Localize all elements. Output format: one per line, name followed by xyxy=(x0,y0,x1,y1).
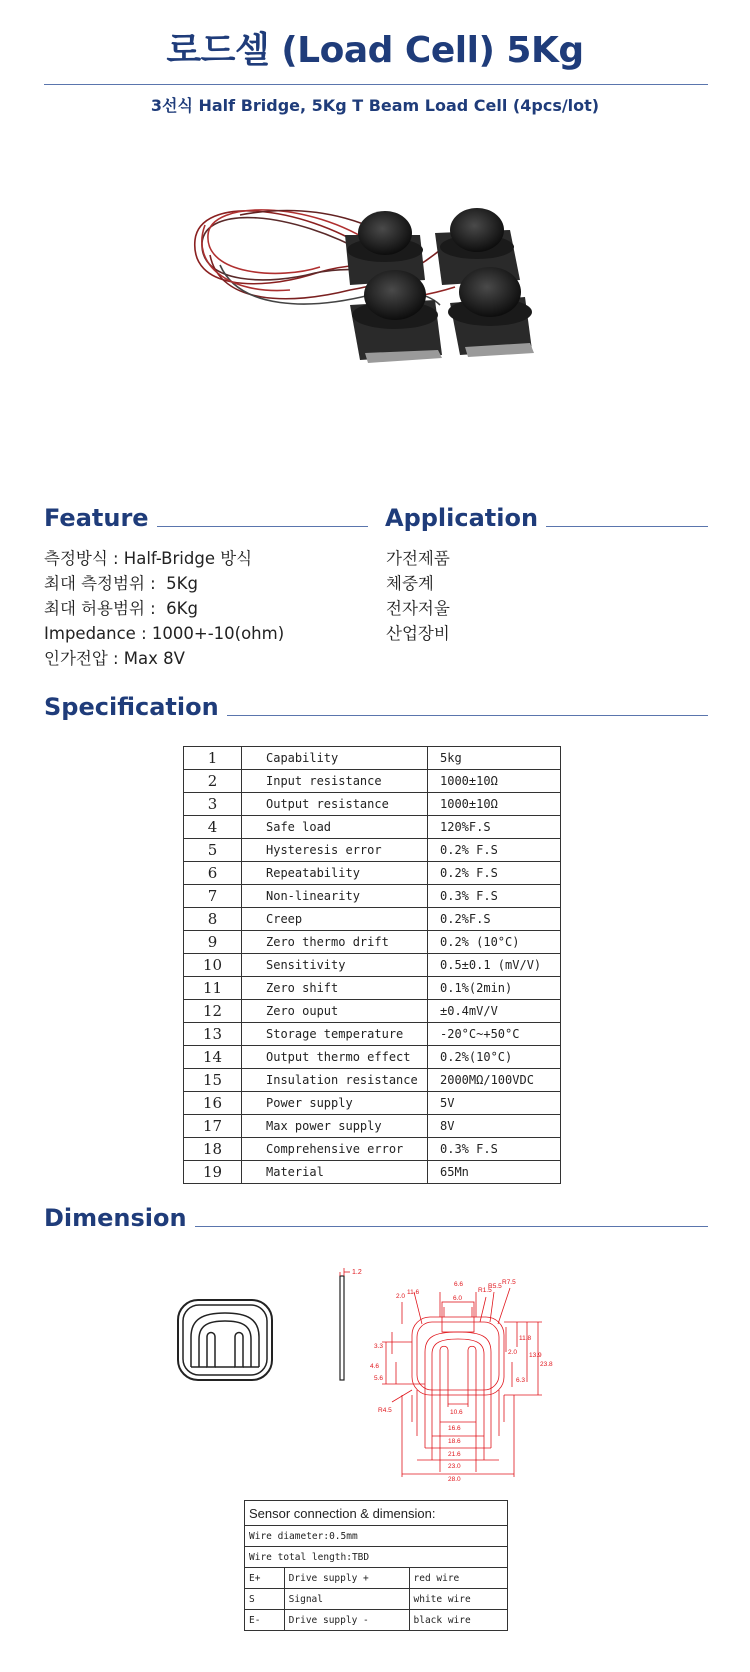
dim-label: 16.6 xyxy=(448,1425,461,1432)
specification-heading: Specification xyxy=(44,693,227,721)
dim-label: R1.5 xyxy=(478,1287,492,1294)
application-line: 전자저울 xyxy=(386,599,450,618)
spec-number: 17 xyxy=(184,1115,242,1138)
dim-label: 3.3 xyxy=(374,1343,384,1350)
dim-label: 11.8 xyxy=(519,1335,532,1342)
spec-name: Repeatability xyxy=(242,862,428,885)
product-photo xyxy=(180,195,580,385)
spec-row xyxy=(184,839,561,862)
dim-label: R7.5 xyxy=(502,1279,516,1286)
spec-number: 10 xyxy=(184,954,242,977)
spec-value: 0.2%F.S xyxy=(428,908,561,931)
spec-number: 1 xyxy=(184,747,242,770)
dim-label: 23.8 xyxy=(540,1361,553,1368)
spec-number: 5 xyxy=(184,839,242,862)
dim-label: 23.0 xyxy=(448,1463,461,1470)
connection-title: Sensor connection & dimension: xyxy=(245,1501,508,1526)
application-line: 체중계 xyxy=(386,574,434,593)
spec-name: Zero ouput xyxy=(242,1000,428,1023)
spec-value: 0.3% F.S xyxy=(428,1138,561,1161)
dim-label: 5.6 xyxy=(374,1375,384,1382)
connection-desc: Drive supply + xyxy=(284,1568,409,1589)
specification-rule xyxy=(185,715,708,716)
connection-pin: E- xyxy=(245,1610,285,1631)
spec-number: 13 xyxy=(184,1023,242,1046)
spec-value: 65Mn xyxy=(428,1161,561,1184)
spec-row xyxy=(184,1069,561,1092)
feature-line: Impedance : 1000+-10(ohm) xyxy=(44,624,285,643)
feature-line: 인가전압 : Max 8V xyxy=(44,649,185,668)
connection-pin: S xyxy=(245,1589,285,1610)
feature-line: 측정방식 : Half-Bridge 방식 xyxy=(44,549,253,568)
spec-row xyxy=(184,1115,561,1138)
page-subtitle: 3선식 Half Bridge, 5Kg T Beam Load Cell (4pcs/lot) xyxy=(150,96,600,115)
spec-row xyxy=(184,1046,561,1069)
dim-label: R4.5 xyxy=(378,1407,392,1414)
dimension-heading: Dimension xyxy=(44,1204,195,1232)
spec-table xyxy=(183,746,561,1184)
spec-name: Hysteresis error xyxy=(242,839,428,862)
spec-number: 7 xyxy=(184,885,242,908)
spec-row xyxy=(184,885,561,908)
spec-value: ±0.4mV/V xyxy=(428,1000,561,1023)
connection-wire: black wire xyxy=(409,1610,507,1631)
spec-number: 18 xyxy=(184,1138,242,1161)
spec-name: Zero thermo drift xyxy=(242,931,428,954)
spec-name: Sensitivity xyxy=(242,954,428,977)
dim-label: 21.6 xyxy=(448,1451,461,1458)
dim-label: 4.6 xyxy=(370,1363,380,1370)
connection-desc: Drive supply - xyxy=(284,1610,409,1631)
spec-name: Output thermo effect xyxy=(242,1046,428,1069)
spec-row xyxy=(184,770,561,793)
spec-row xyxy=(184,793,561,816)
spec-value: 0.2%(10°C) xyxy=(428,1046,561,1069)
application-list xyxy=(386,546,450,646)
spec-value: 1000±10Ω xyxy=(428,793,561,816)
spec-number: 12 xyxy=(184,1000,242,1023)
dim-label: 6.3 xyxy=(516,1377,526,1384)
spec-name: Output resistance xyxy=(242,793,428,816)
page-title: 로드셀 (Load Cell) 5Kg xyxy=(166,30,584,71)
spec-row xyxy=(184,908,561,931)
feature-line: 최대 허용범위 : 6Kg xyxy=(44,599,198,618)
spec-row xyxy=(184,931,561,954)
spec-name: Comprehensive error xyxy=(242,1138,428,1161)
connection-row xyxy=(245,1568,508,1589)
spec-row xyxy=(184,977,561,1000)
spec-number: 4 xyxy=(184,816,242,839)
spec-number: 9 xyxy=(184,931,242,954)
connection-wire: white wire xyxy=(409,1589,507,1610)
spec-number: 3 xyxy=(184,793,242,816)
spec-name: Creep xyxy=(242,908,428,931)
spec-number: 11 xyxy=(184,977,242,1000)
spec-number: 16 xyxy=(184,1092,242,1115)
application-line: 가전제품 xyxy=(386,549,450,568)
spec-value: 0.2% (10°C) xyxy=(428,931,561,954)
spec-row xyxy=(184,862,561,885)
spec-row xyxy=(184,1161,561,1184)
spec-value: 5V xyxy=(428,1092,561,1115)
spec-value: -20°C~+50°C xyxy=(428,1023,561,1046)
dim-label: 18.6 xyxy=(448,1438,461,1445)
dimension-rule xyxy=(165,1226,708,1227)
dim-label: 6.0 xyxy=(453,1295,463,1302)
dim-label: 2.0 xyxy=(396,1293,406,1300)
spec-number: 14 xyxy=(184,1046,242,1069)
spec-name: Material xyxy=(242,1161,428,1184)
spec-name: Insulation resistance xyxy=(242,1069,428,1092)
spec-number: 6 xyxy=(184,862,242,885)
spec-name: Max power supply xyxy=(242,1115,428,1138)
feature-list xyxy=(44,546,284,671)
spec-value: 0.2% F.S xyxy=(428,862,561,885)
feature-heading: Feature xyxy=(44,504,157,532)
spec-value: 0.2% F.S xyxy=(428,839,561,862)
spec-value: 5kg xyxy=(428,747,561,770)
connection-table xyxy=(244,1500,508,1631)
spec-name: Input resistance xyxy=(242,770,428,793)
feature-line: 최대 측정범위 : 5Kg xyxy=(44,574,198,593)
spec-name: Power supply xyxy=(242,1092,428,1115)
spec-value: 2000MΩ/100VDC xyxy=(428,1069,561,1092)
dim-label: 2.0 xyxy=(508,1349,518,1356)
dim-label: 28.0 xyxy=(448,1476,461,1482)
feature-rule xyxy=(130,526,368,527)
spec-name: Safe load xyxy=(242,816,428,839)
connection-pin: E+ xyxy=(245,1568,285,1589)
top-view-drawing xyxy=(175,1297,275,1387)
dim-label: 13.9 xyxy=(529,1352,542,1359)
spec-number: 2 xyxy=(184,770,242,793)
spec-row xyxy=(184,1138,561,1161)
dim-label: R5.5 xyxy=(488,1283,502,1290)
dimensioned-drawing xyxy=(362,1262,592,1486)
spec-value: 0.5±0.1 (mV/V) xyxy=(428,954,561,977)
spec-row xyxy=(184,747,561,770)
spec-row xyxy=(184,1023,561,1046)
spec-name: Storage temperature xyxy=(242,1023,428,1046)
spec-value: 1000±10Ω xyxy=(428,770,561,793)
application-heading: Application xyxy=(385,504,546,532)
spec-name: Non-linearity xyxy=(242,885,428,908)
dim-label: 1.2 xyxy=(352,1269,362,1276)
spec-value: 120%F.S xyxy=(428,816,561,839)
spec-number: 8 xyxy=(184,908,242,931)
dim-label: 10.6 xyxy=(450,1409,463,1416)
spec-value: 0.1%(2min) xyxy=(428,977,561,1000)
wire-length: Wire total length:TBD xyxy=(245,1547,508,1568)
dim-label: 6.6 xyxy=(454,1281,464,1288)
connection-row xyxy=(245,1610,508,1631)
title-divider xyxy=(44,84,708,85)
application-line: 산업장비 xyxy=(386,624,450,643)
spec-value: 8V xyxy=(428,1115,561,1138)
wire-diameter: Wire diameter:0.5mm xyxy=(245,1526,508,1547)
spec-row xyxy=(184,816,561,839)
dim-label: 11.6 xyxy=(407,1289,420,1296)
connection-desc: Signal xyxy=(284,1589,409,1610)
spec-row xyxy=(184,954,561,977)
spec-name: Capability xyxy=(242,747,428,770)
spec-row xyxy=(184,1000,561,1023)
connection-wire: red wire xyxy=(409,1568,507,1589)
spec-number: 19 xyxy=(184,1161,242,1184)
spec-number: 15 xyxy=(184,1069,242,1092)
spec-row xyxy=(184,1092,561,1115)
spec-name: Zero shift xyxy=(242,977,428,1000)
spec-value: 0.3% F.S xyxy=(428,885,561,908)
connection-row xyxy=(245,1589,508,1610)
